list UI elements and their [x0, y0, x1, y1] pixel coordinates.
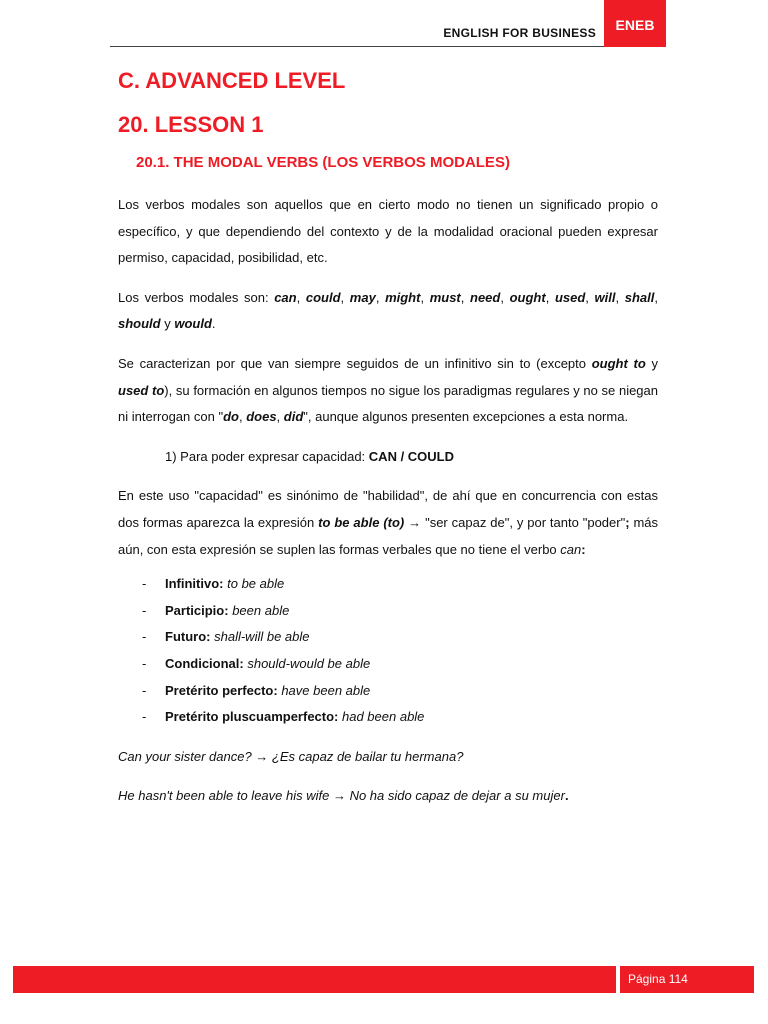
modal-can: can — [274, 289, 297, 305]
footer-bar — [13, 966, 616, 993]
lesson-heading: 20. LESSON 1 — [118, 112, 264, 137]
example-sentence-1: Can your sister dance? → ¿Es capaz de bailar tu hermana? — [118, 748, 464, 764]
brand-logo: ENEB — [604, 0, 666, 47]
header-divider — [110, 46, 604, 47]
modal-ought: ought — [509, 289, 546, 305]
arrow-icon: → — [251, 748, 272, 764]
level-heading: C. ADVANCED LEVEL — [118, 68, 346, 93]
can-could-label: CAN / COULD — [368, 448, 455, 464]
numbered-item-capacity: 1) Para poder expresar capacidad: CAN / COULD — [165, 448, 455, 464]
list-item: - Pretérito pluscuamperfecto: had been able — [142, 709, 425, 725]
paragraph-characteristics: Se caracterizan por que van siempre seguidos de un infinitivo sin to (excepto ought to y used to), su formación en algunos tiempos no sigue los paradigmas regulares y no se niegan ni interrogan con "do, does, did", aunque algunos presenten excepciones a esta norma. — [118, 355, 658, 425]
arrow-icon: → — [404, 514, 426, 530]
modal-list-intro: Los verbos modales son: — [118, 289, 275, 305]
modal-may: may — [349, 289, 376, 305]
modal-would: would — [174, 316, 212, 332]
modal-must: must — [429, 289, 461, 305]
paragraph-to-be-able: En este uso "capacidad" es sinónimo de "habilidad", de ahí que en concurrencia con estas dos formas aparezca la expresión to be able (to) → "ser capaz de", y por tanto "poder"; más aún, con esta expresión se suplen las formas verbales que no tiene el verbo can: — [118, 488, 659, 557]
term-does: does — [246, 409, 277, 425]
term-do: do — [223, 409, 239, 425]
example-sentence-2: He hasn't been able to leave his wife → No ha sido capaz de dejar a su mujer. — [118, 788, 569, 804]
page-content — [118, 64, 658, 810]
modal-used: used — [554, 289, 586, 305]
paragraph-modal-list: Los verbos modales son: can, could, may, might, must, need, ought, used, will, shall, should y would. — [118, 289, 658, 332]
term-ought-to: ought to — [591, 355, 646, 371]
term-did: did — [283, 409, 304, 425]
verb-can: can — [560, 541, 582, 557]
phrase-to-be-able: to be able (to) — [318, 514, 405, 530]
verb-forms-list — [118, 571, 658, 731]
list-item: - Futuro: shall-will be able — [142, 629, 310, 645]
section-heading: 20.1. THE MODAL VERBS (LOS VERBOS MODALES) — [136, 154, 510, 171]
paragraph-definition: Los verbos modales son aquellos que en cierto modo no tienen un significado propio o específico, y que dependiendo del contexto y de la modalidad oracional pueden expresar permiso, capacidad, posibilidad, etc. — [118, 197, 658, 266]
header-title: ENGLISH FOR BUSINESS — [443, 26, 596, 40]
list-item: - Participio: been able — [142, 602, 290, 618]
arrow-icon: → — [329, 788, 350, 804]
term-used-to: used to — [118, 382, 165, 398]
modal-need: need — [470, 289, 501, 305]
modal-shall: shall — [624, 289, 655, 305]
list-item: - Infinitivo: to be able — [142, 576, 285, 592]
modal-will: will — [594, 289, 616, 305]
list-item: - Pretérito perfecto: have been able — [142, 682, 371, 698]
modal-could: could — [305, 289, 341, 305]
modal-should: should — [118, 316, 161, 332]
modal-might: might — [385, 289, 421, 305]
page-number: Página 114 — [620, 966, 754, 993]
list-item: - Condicional: should-would be able — [142, 655, 371, 671]
